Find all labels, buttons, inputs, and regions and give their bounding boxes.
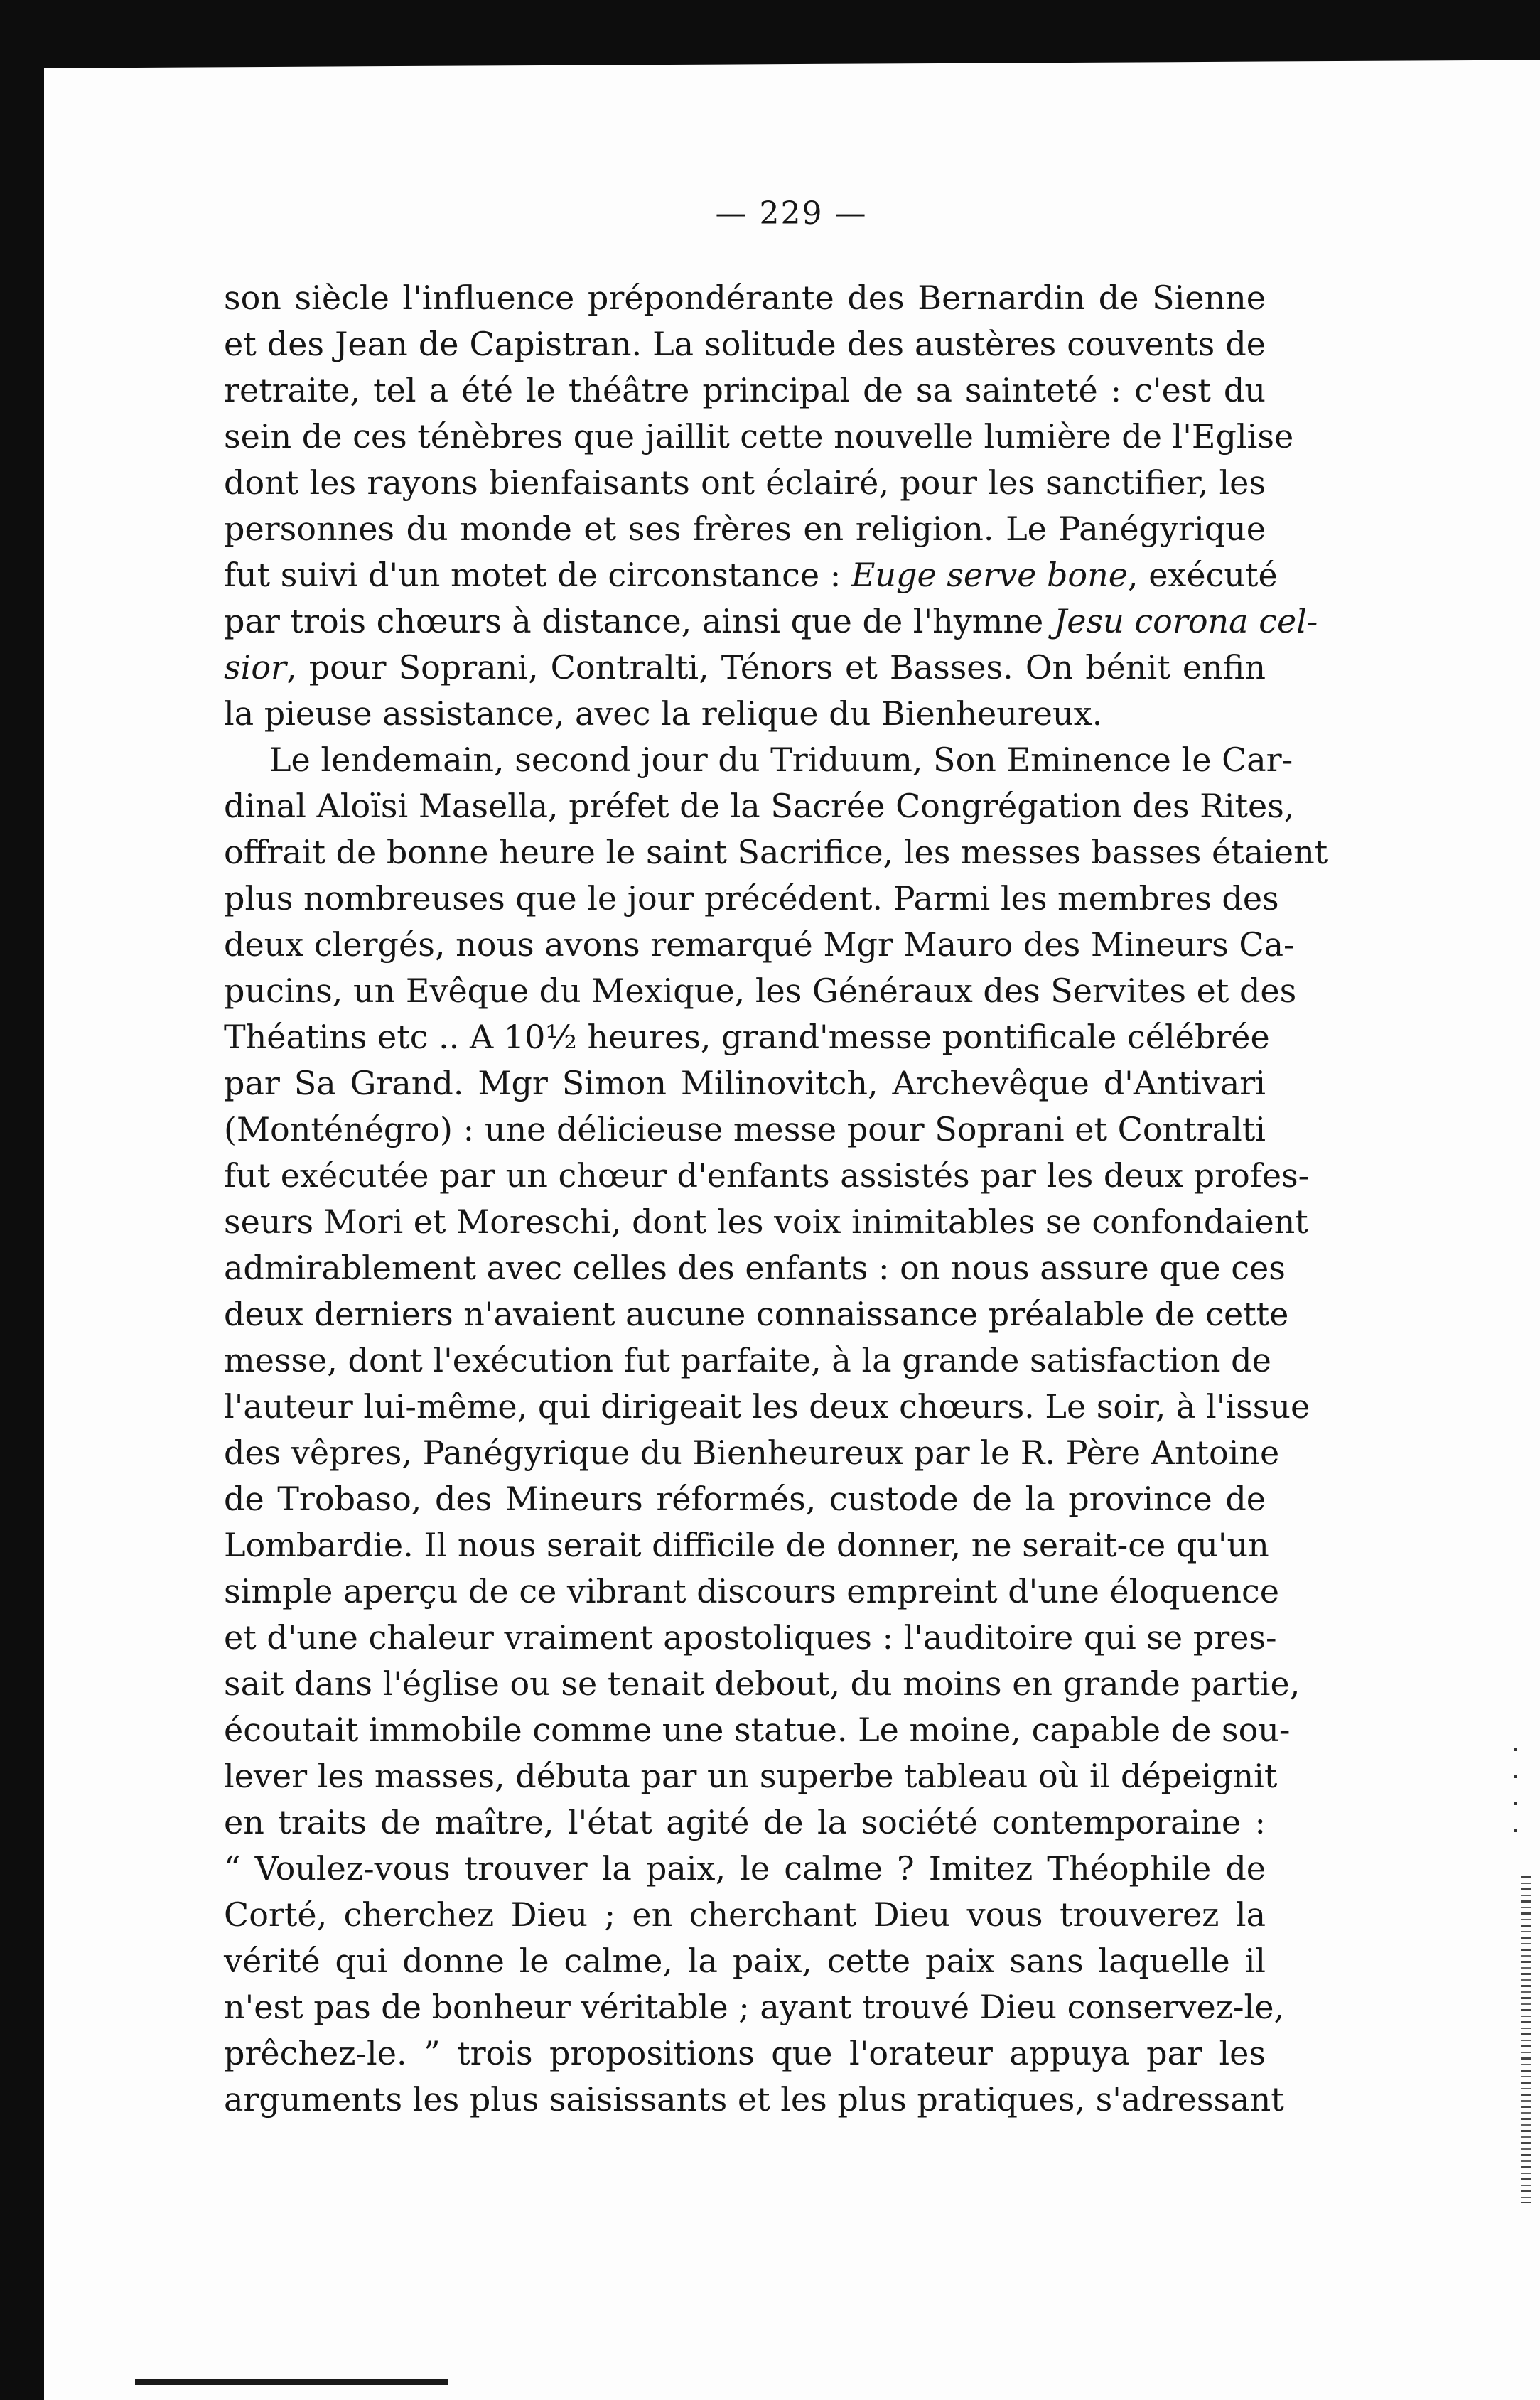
text-line: prêchez-le. ” trois propositions que l'orateur appuya par les: [224, 2034, 1266, 2072]
text-line: messe, dont l'exécution fut parfaite, à la grande satisfaction de: [224, 1341, 1271, 1379]
text-line: arguments les plus saisissants et les plus pratiques, s'adressant: [224, 2080, 1284, 2119]
text-line: Lombardie. Il nous serait difficile de donner, ne serait-ce qu'un: [224, 1526, 1269, 1564]
text-line: et des Jean de Capistran. La solitude des austères couvents de: [224, 325, 1266, 363]
text-line: et d'une chaleur vraiment apostoliques : l'auditoire qui se pres-: [224, 1618, 1277, 1657]
text-line-motet: [224, 552, 1278, 598]
scan-edge-noise: [1521, 1876, 1531, 2203]
text-line: deux derniers n'avaient aucune connaissance préalable de cette: [224, 1295, 1289, 1333]
scan-left-border: [0, 0, 44, 2400]
text-line: la pieuse assistance, avec la relique du Bienheureux.: [224, 694, 1103, 733]
text-line: (Monténégro) : une délicieuse messe pour Soprani et Contralti: [224, 1110, 1266, 1148]
text-line: son siècle l'influence prépondérante des Bernardin de Sienne: [224, 279, 1266, 317]
text-line: dinal Aloïsi Masella, préfet de la Sacrée Congrégation des Rites,: [224, 787, 1295, 825]
text-segment: par trois chœurs à distance, ainsi que de l'hymne: [224, 602, 1054, 640]
text-line: n'est pas de bonheur véritable ; ayant trouvé Dieu conservez-le,: [224, 1988, 1285, 2026]
text-line: retraite, tel a été le théâtre principal de sa sainteté : c'est du: [224, 371, 1266, 409]
paragraph-start: Le lendemain, second jour du Triduum, Son Eminence le Car-: [269, 741, 1293, 779]
italic-title-jesu-end: sior: [224, 648, 287, 687]
text-segment: fut suivi d'un motet de circonstance :: [224, 556, 851, 594]
text-segment: , pour Soprani, Contralti, Ténors et Basses. On bénit enfin: [286, 648, 1266, 687]
text-line-hymne: [224, 598, 1318, 645]
scan-bottom-rule: [135, 2379, 448, 2385]
text-line: vérité qui donne le calme, la paix, cette paix sans laquelle il: [224, 1942, 1266, 1980]
text-line: admirablement avec celles des enfants : on nous assure que ces: [224, 1249, 1286, 1287]
text-segment: , exécuté: [1127, 556, 1278, 594]
text-line: seurs Mori et Moreschi, dont les voix inimitables se confondaient: [224, 1202, 1308, 1241]
page-number: — 229 —: [715, 195, 868, 232]
text-line: en traits de maître, l'état agité de la société contemporaine :: [224, 1803, 1266, 1841]
italic-title-euge: Euge serve bone: [851, 556, 1128, 594]
text-line: offrait de bonne heure le saint Sacrifice, les messes basses étaient: [224, 833, 1328, 871]
text-line: “ Voulez-vous trouver la paix, le calme ? Imitez Théophile de: [224, 1849, 1266, 1888]
text-line: plus nombreuses que le jour précédent. Parmi les membres des: [224, 879, 1279, 918]
text-line: deux clergés, nous avons remarqué Mgr Mauro des Mineurs Ca-: [224, 925, 1295, 964]
text-line: sein de ces ténèbres que jaillit cette nouvelle lumière de l'Eglise: [224, 417, 1294, 456]
text-line: par Sa Grand. Mgr Simon Milinovitch, Archevêque d'Antivari: [224, 1064, 1266, 1102]
scan-edge-dots: [1514, 1748, 1517, 1834]
text-line: dont les rayons bienfaisants ont éclairé, pour les sanctifier, les: [224, 463, 1266, 502]
text-line: fut exécutée par un chœur d'enfants assistés par les deux profes-: [224, 1156, 1310, 1195]
body-text: [224, 275, 1328, 2123]
text-line: pucins, un Evêque du Mexique, les Généraux des Servites et des: [224, 972, 1297, 1010]
text-line: de Trobaso, des Mineurs réformés, custode de la province de: [224, 1480, 1266, 1518]
text-line: lever les masses, débuta par un superbe tableau où il dépeignit: [224, 1757, 1278, 1795]
italic-title-jesu: Jesu corona cel-: [1053, 602, 1318, 640]
text-line: Corté, cherchez Dieu ; en cherchant Dieu vous trouverez la: [224, 1895, 1266, 1934]
text-line-sior: [224, 645, 1266, 691]
text-line: Théatins etc .. A 10½ heures, grand'messe pontificale célébrée: [224, 1018, 1270, 1056]
text-line: simple aperçu de ce vibrant discours empreint d'une éloquence: [224, 1572, 1279, 1610]
text-line: sait dans l'église ou se tenait debout, du moins en grande partie,: [224, 1664, 1301, 1703]
text-line: écoutait immobile comme une statue. Le moine, capable de sou-: [224, 1711, 1291, 1749]
text-line: personnes du monde et ses frères en religion. Le Panégyrique: [224, 510, 1266, 548]
text-line: l'auteur lui-même, qui dirigeait les deux chœurs. Le soir, à l'issue: [224, 1387, 1310, 1426]
scan-top-border: [0, 0, 1540, 68]
text-line: des vêpres, Panégyrique du Bienheureux par le R. Père Antoine: [224, 1433, 1280, 1472]
